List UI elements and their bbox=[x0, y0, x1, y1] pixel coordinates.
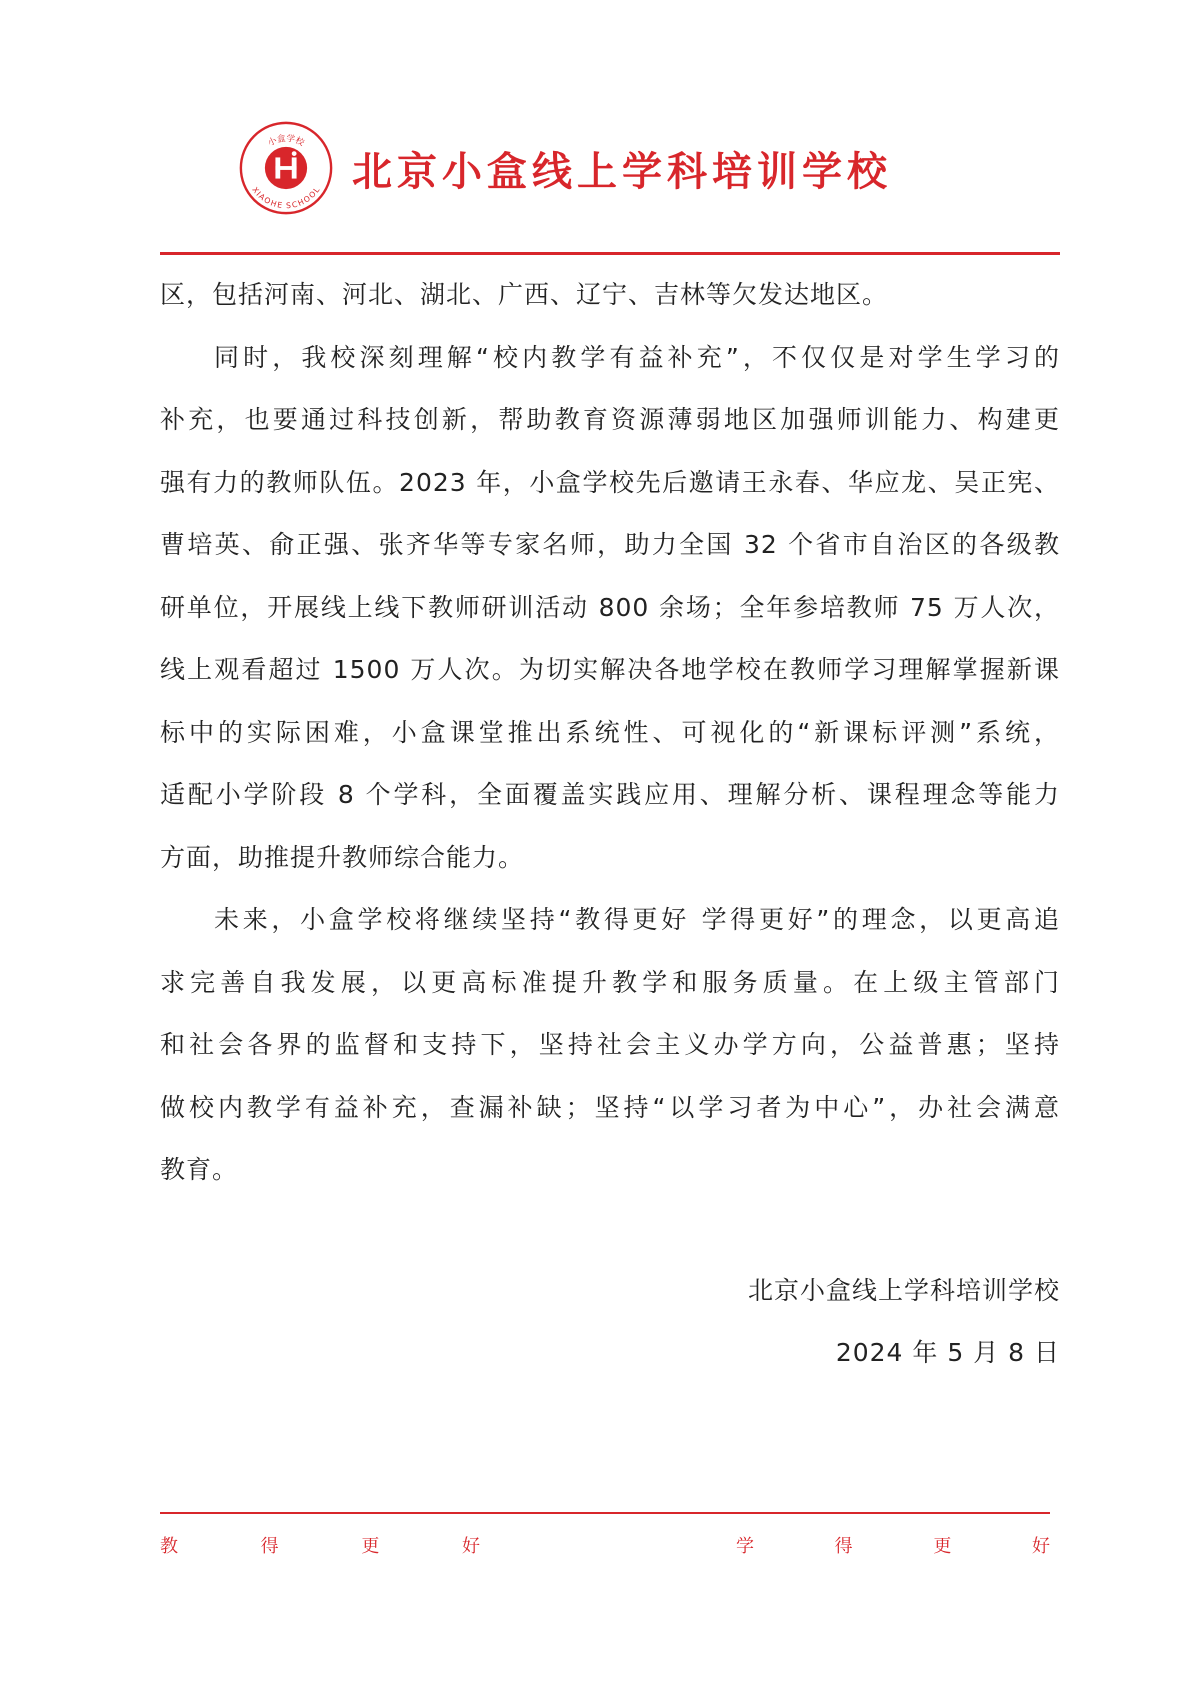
body-line: 曹培英、俞正强、张齐华等专家名师，助力全国 32 个省市自治区的各级教 bbox=[160, 530, 1060, 559]
footer-slogan-right bbox=[736, 1532, 1050, 1558]
footer-char: 得 bbox=[834, 1536, 853, 1557]
footer-char: 教 bbox=[160, 1536, 178, 1557]
body-line: 研单位，开展线上线下教师研训活动 800 余场；全年参培教师 75 万人次， bbox=[160, 592, 1060, 622]
signature-date: 2024 年 5 月 8 日 bbox=[835, 1338, 1060, 1367]
body-line: 标中的实际困难，小盒课堂推出系统性、可视化的“新课标评测”系统， bbox=[160, 717, 1060, 747]
signature-block bbox=[748, 1260, 1060, 1384]
footer-char: 学 bbox=[736, 1536, 754, 1557]
body-line: 教育。 bbox=[160, 1155, 239, 1184]
body-line: 和社会各界的监督和支持下，坚持社会主义办学方向，公益普惠；坚持 bbox=[160, 1030, 1060, 1059]
body-line: 未来，小盒学校将继续坚持“教得更好 学得更好”的理念，以更高追 bbox=[214, 905, 1060, 934]
body-line: 区，包括河南、河北、湖北、广西、辽宁、吉林等欠发达地区。 bbox=[160, 280, 889, 309]
body-line: 强有力的教师队伍。2023 年，小盒学校先后邀请王永春、华应龙、吴正宪、 bbox=[160, 467, 1060, 497]
svg-text:小盒学校 bbox=[266, 132, 307, 149]
body-line: 求完善自我发展，以更高标准提升教学和服务质量。在上级主管部门 bbox=[160, 967, 1060, 997]
body-line: 做校内教学有益补充，查漏补缺；坚持“以学习者为中心”，办社会满意 bbox=[160, 1092, 1060, 1122]
footer-divider bbox=[160, 1512, 1050, 1514]
footer-char: 好 bbox=[461, 1536, 480, 1557]
body-line: 适配小学阶段 8 个学科，全面覆盖实践应用、理解分析、课程理念等能力 bbox=[160, 780, 1060, 809]
logo-text-bottom: XIAOHE SCHOOL bbox=[250, 185, 322, 211]
body-line: 线上观看超过 1500 万人次。为切实解决各地学校在教师学习理解掌握新课 bbox=[160, 655, 1060, 684]
footer-char: 好 bbox=[1031, 1536, 1050, 1557]
letter-body bbox=[160, 264, 1060, 1202]
school-title: 北京小盒线上学科培训学校 bbox=[352, 148, 892, 195]
signature-org: 北京小盒线上学科培训学校 bbox=[747, 1276, 1060, 1305]
header-divider bbox=[160, 252, 1060, 255]
letterhead bbox=[238, 118, 892, 218]
footer-slogan-left bbox=[160, 1532, 480, 1558]
body-line: 方面，助推提升教师综合能力。 bbox=[160, 842, 525, 872]
logo-text-top: 小盒学校 bbox=[266, 133, 306, 149]
footer-char: 更 bbox=[933, 1536, 952, 1557]
school-logo bbox=[238, 120, 334, 216]
footer-char: 得 bbox=[260, 1536, 279, 1557]
footer-char: 更 bbox=[361, 1536, 380, 1557]
body-line: 补充，也要通过科技创新，帮助教育资源薄弱地区加强师训能力、构建更 bbox=[160, 405, 1060, 434]
body-line: 同时，我校深刻理解“校内教学有益补充”，不仅仅是对学生学习的 bbox=[214, 342, 1060, 372]
